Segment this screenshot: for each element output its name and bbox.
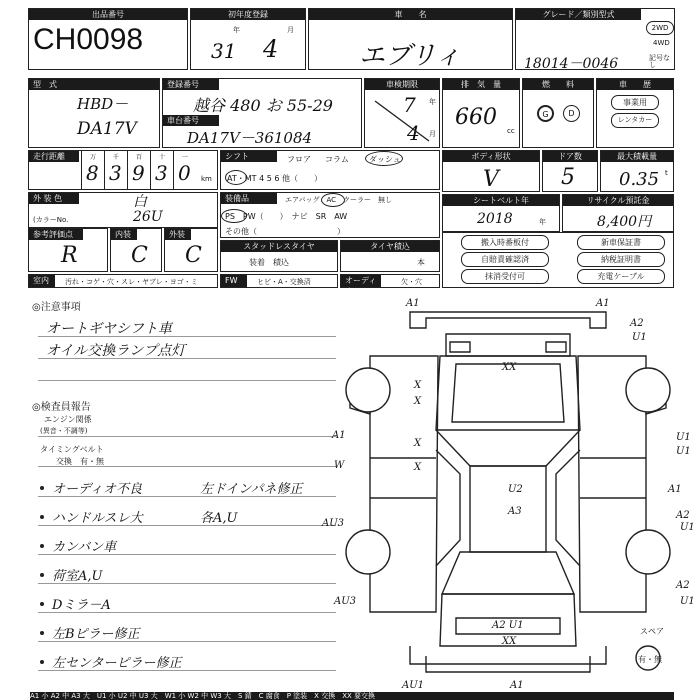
report-item-left: カンバン車 (52, 540, 117, 555)
load-label: 最大積載量 (601, 151, 673, 162)
studless-cell: スタッドレスタイヤ 装着 積込 (220, 240, 338, 272)
damage-mark: U1 (676, 446, 691, 457)
tire-cell: タイヤ積込 本 (340, 240, 440, 272)
reg-cell (162, 78, 362, 148)
damage-mark: U1 (676, 432, 691, 443)
mileage-digit: 万 8 (81, 151, 105, 189)
first-reg-year: 31 (211, 39, 237, 63)
ref-score-label: 参考評価点 (29, 229, 83, 240)
caution-line-2: オイル交換ランプ点灯 (46, 343, 186, 359)
inspection-label: 車検期限 (365, 79, 439, 90)
shift-at-circle-icon (225, 170, 247, 185)
reg-number: 越谷 480 お 55-29 (193, 96, 333, 115)
doors-label: ドア数 (543, 151, 597, 162)
usage-rental: レンタカー (611, 113, 659, 128)
damage-mark: A2 (676, 510, 690, 521)
damage-mark: A3 (508, 506, 522, 517)
damage-mark: X (414, 438, 422, 449)
car-name-cell (308, 8, 513, 70)
equip-label: 装備品 (221, 193, 277, 204)
report-item-left: 左センターピラー修正 (52, 656, 182, 671)
caution-line-1: オートギヤシフト車 (46, 321, 172, 337)
inspector-title: ◎検査員報告 (32, 402, 91, 413)
legend-bar: A1 小 A2 中 A3 大 U1 小 U2 中 U3 大 W1 小 W2 中 W3 大 S 錆 C 腐食 P 塗装 X 交換 XX 要交換 (30, 692, 674, 700)
report-item-right: 各A,U (200, 511, 238, 526)
spare-options: 有・無 (638, 655, 662, 664)
chassis-number: DA17V－361084 (187, 129, 313, 147)
lot-cell (28, 8, 188, 70)
report-bullet (40, 573, 44, 577)
inspection-month: 4 (407, 121, 420, 145)
damage-mark: A1 (596, 298, 610, 309)
color-no: 26U (133, 209, 163, 225)
seatbelt-cell: シートベルト年 2018 年 (442, 194, 560, 232)
mileage-digit: 十 3 (150, 151, 174, 189)
report-bullet (40, 486, 44, 490)
fw-label: FW (221, 275, 247, 287)
exterior-score: C (185, 243, 202, 268)
report-bullet (40, 544, 44, 548)
doc-item: 搬入時番板付 (461, 235, 549, 250)
inspection-cell: 車検期限 年 月 7 4 (364, 78, 440, 148)
damage-mark: AU3 (334, 596, 357, 607)
damage-mark: XX (502, 636, 517, 647)
lot-label: 出品番号 (29, 9, 187, 20)
damage-mark: A1 (406, 298, 420, 309)
load-cell: 最大積載量 0.35 t (600, 150, 674, 192)
damage-mark: AU3 (322, 518, 345, 529)
damage-mark: W (334, 460, 345, 471)
grade-cell (515, 8, 675, 70)
damage-mark: X (414, 396, 422, 407)
interior-cond-label: 室内 (29, 275, 55, 287)
studless-label: スタッドレスタイヤ (221, 241, 337, 252)
report-item-left: オーディオ不良 (52, 482, 142, 497)
drive-2wd: 2WD (646, 21, 674, 35)
audio-cell: オーディオ 欠・穴 (340, 274, 440, 288)
first-reg-label: 初年度登録 (191, 9, 305, 20)
interior-score: C (131, 243, 148, 268)
damage-mark: AU1 (402, 680, 425, 691)
audio-label: オーディオ (341, 275, 381, 287)
damage-mark: A2 (676, 580, 690, 591)
grade-label: グレード／類別型式 (516, 9, 641, 20)
fw-cell: FW ヒビ・A・交換済 (220, 274, 338, 288)
mileage-digit: 一 0 (173, 151, 197, 189)
ref-score: R (61, 243, 78, 268)
first-reg-month: 4 (263, 35, 279, 63)
body-cell (442, 150, 540, 192)
recycle-label: リサイクル預託金 (563, 195, 673, 206)
first-reg-cell: 初年度登録 年 月 31 4 (190, 8, 306, 70)
damage-mark: X (414, 462, 422, 473)
report-bullet (40, 660, 44, 664)
usage-business: 事業用 (611, 95, 659, 110)
doc-item: 新車保証書 (577, 235, 665, 250)
exterior-score-cell (164, 228, 218, 272)
damage-mark: U1 (680, 522, 695, 533)
model-1: HBD－ (77, 95, 129, 113)
doors-cell (542, 150, 598, 192)
caution-title: ◎注意事項 (32, 302, 81, 313)
damage-mark: A2 (630, 318, 644, 329)
docs-cell (442, 232, 674, 288)
body-label: ボディ形状 (443, 151, 539, 162)
report-bullet (40, 515, 44, 519)
car-name: エブリィ (359, 41, 461, 71)
reg-label: 登録番号 (163, 79, 219, 90)
displacement-label: 排 気 量 (443, 79, 519, 90)
load-value: 0.35 (619, 169, 660, 190)
exterior-label: 外装 (165, 229, 191, 240)
mileage-digits (81, 151, 199, 189)
damage-mark: X (414, 380, 422, 391)
shift-dash-circle-icon (365, 151, 403, 166)
damage-mark: A1 (668, 484, 682, 495)
drive-none: 記号なし (649, 54, 670, 69)
interior-label: 内装 (111, 229, 137, 240)
displacement-cell: 排 気 量 660 cc (442, 78, 520, 148)
mileage-label: 走行距離 (29, 151, 79, 162)
drive-4wd: 4WD (653, 39, 670, 47)
doors-value: 5 (561, 165, 575, 190)
mileage-digit: 千 3 (104, 151, 128, 189)
fuel-cell (522, 78, 594, 148)
spare-label: スペア (640, 627, 664, 636)
lot-number: CH0098 (33, 23, 144, 56)
usage-label: 車 歴 (597, 79, 673, 90)
inspection-year: 7 (403, 93, 416, 117)
doc-item: 抹消受付可 (461, 269, 549, 284)
model-2: DA17V (77, 119, 137, 139)
damage-mark: U1 (680, 596, 695, 607)
report-item-left: Dミラ－A (52, 598, 111, 613)
chassis-label: 車台番号 (163, 115, 219, 126)
report-item-left: 左Bピラー修正 (52, 627, 140, 642)
mileage-digit: 百 9 (127, 151, 151, 189)
car-name-label: 車 名 (309, 9, 512, 20)
damage-mark: A1 (332, 430, 346, 441)
equip-ac-circle-icon (321, 193, 345, 207)
seatbelt-year: 2018 (477, 211, 513, 227)
recycle-value: 8,400円 (597, 214, 652, 230)
grade-code: 18014－0046 (524, 56, 619, 72)
usage-cell (596, 78, 674, 148)
ref-score-cell (28, 228, 108, 272)
fuel-g: G (537, 105, 554, 122)
report-item-right: 左ドインパネ修正 (200, 482, 303, 497)
doc-item: 充電ケーブル (577, 269, 665, 284)
body-value: V (483, 167, 499, 192)
model-label: 型 式 (29, 79, 159, 90)
interior-cond-cell: 室内 汚れ・コゲ・穴・スレ・ヤブレ・ヨゴ・ミ (28, 274, 218, 288)
doc-item: 納税証明書 (577, 252, 665, 267)
damage-mark: XX (502, 362, 517, 373)
model-cell (28, 78, 160, 148)
report-bullet (40, 602, 44, 606)
damage-mark: A2 U1 (492, 620, 524, 631)
displacement-value: 660 (455, 105, 497, 130)
color-label: 外 装 色 (29, 193, 79, 204)
report-item-left: 荷室A,U (52, 569, 103, 584)
tire-label: タイヤ積込 (341, 241, 439, 252)
equip-ps-circle-icon (221, 209, 247, 223)
recycle-cell (562, 194, 674, 232)
damage-mark: U2 (508, 484, 523, 495)
mileage-cell: 走行距離 万 8 千 3 百 9 十 3 一 0 km (28, 150, 218, 190)
report-item-left: ハンドルスレ大 (52, 511, 143, 526)
damage-mark: U1 (632, 332, 647, 343)
equip-cell: 装備品 エアバッグ AC クーラー 無し PS PW（ ） ナビ SR AW その他（ ） (220, 192, 440, 238)
damage-mark: A1 (510, 680, 524, 691)
inspection-strike-icon (369, 93, 435, 145)
report-bullet (40, 631, 44, 635)
seatbelt-label: シートベルト年 (443, 195, 559, 206)
shift-cell: シフト フロア コラム ダッシュ AT・MT 4 5 6 他（ ） (220, 150, 440, 190)
doc-item: 自賠責確認済 (461, 252, 549, 267)
fuel-label: 燃 料 (523, 79, 593, 90)
shift-label: シフト (221, 151, 277, 162)
interior-score-cell (110, 228, 162, 272)
color-value: 白 (133, 194, 147, 210)
fuel-d: D (563, 105, 580, 122)
color-cell: 外 装 色 白 (カラーNo. 26U (28, 192, 218, 228)
